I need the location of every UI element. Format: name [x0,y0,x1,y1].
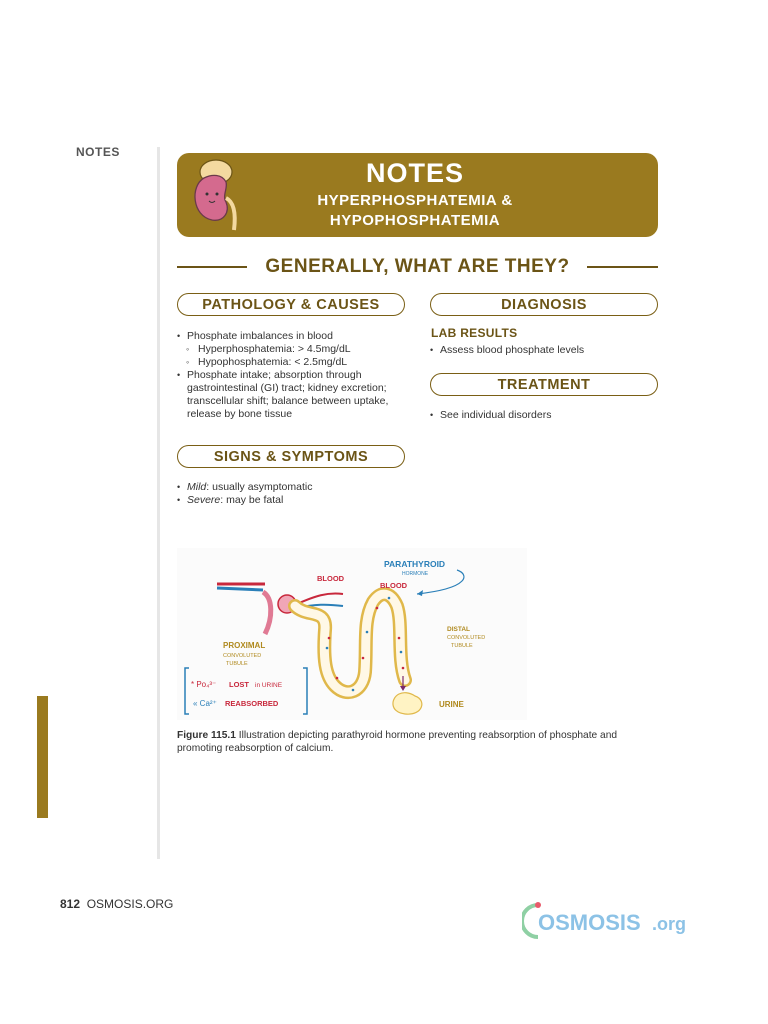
list-item: • Assess blood phosphate levels [430,344,658,357]
figure-caption: Figure 115.1 Illustration depicting parathyroid hormone preventing reabsorption of phosphate and promoting reabsorption of calcium. [177,730,618,754]
banner-title: NOTES [365,158,464,188]
general-heading-row [177,256,658,278]
pathology-list [177,330,407,421]
legend-phosphate: * Po₄³⁻ [191,680,217,689]
nephron-illustration [177,548,527,720]
list-item: • Mild: usually asymptomatic [177,481,407,494]
list-subitem: ◦ Hyperphosphatemia: > 4.5mg/dL [177,343,407,356]
legend-in-urine: in URINE [255,682,283,689]
legend-reabsorbed: REABSORBED [225,699,279,708]
label-convoluted: CONVOLUTED [223,653,262,659]
general-heading: GENERALLY, WHAT ARE THEY? [177,256,658,278]
side-notes-label: NOTES [76,145,120,159]
label-tubule: TUBULE [451,643,473,649]
lab-results-heading: LAB RESULTS [431,326,518,340]
list-item: • Severe: may be fatal [177,494,407,507]
treatment-heading: TREATMENT [430,373,658,396]
osmosis-logo [522,899,702,943]
pathology-heading: PATHOLOGY & CAUSES [177,293,405,316]
banner-subtitle-line2: HYPOPHOSPHATEMIA [329,212,501,229]
treatment-list [430,409,658,422]
site-name: OSMOSIS.ORG [86,897,174,911]
label-proximal: PROXIMAL [223,641,266,650]
kidney-icon [190,158,242,232]
label-tubule: TUBULE [226,661,248,667]
label-hormone: HORMONE [402,571,429,577]
list-item: • See individual disorders [430,409,658,422]
list-item: • Phosphate intake; absorption through gastrointestinal (GI) tract; kidney excretion; transcellular shift; balance between uptake, release by bone tissue [177,369,407,421]
label-convoluted: CONVOLUTED [447,635,486,641]
legend-calcium: « Ca²⁺ [193,699,217,708]
signs-list [177,481,407,507]
section-marker-bar [37,696,48,818]
page-number: 812 [60,897,81,911]
legend-lost: LOST [229,680,249,689]
list-item: • Phosphate imbalances in blood [177,330,407,343]
page-footer [60,897,173,911]
svg-text:OSMOSIS: OSMOSIS [538,910,641,935]
label-blood: BLOOD [317,574,345,583]
label-parathyroid: PARATHYROID [384,559,446,569]
diagnosis-heading: DIAGNOSIS [430,293,658,316]
svg-text:.org: .org [652,914,686,934]
banner-subtitle-line1: HYPERPHOSPHATEMIA & [317,192,513,209]
banner-subtitle [250,191,580,231]
label-blood: BLOOD [380,581,408,590]
label-distal: DISTAL [447,626,470,633]
diagnosis-list [430,344,658,357]
margin-divider [157,147,160,859]
signs-heading: SIGNS & SYMPTOMS [177,445,405,468]
list-subitem: ◦ Hypophosphatemia: < 2.5mg/dL [177,356,407,369]
osmosis-logo-mark [522,899,702,943]
label-urine: URINE [439,700,464,709]
